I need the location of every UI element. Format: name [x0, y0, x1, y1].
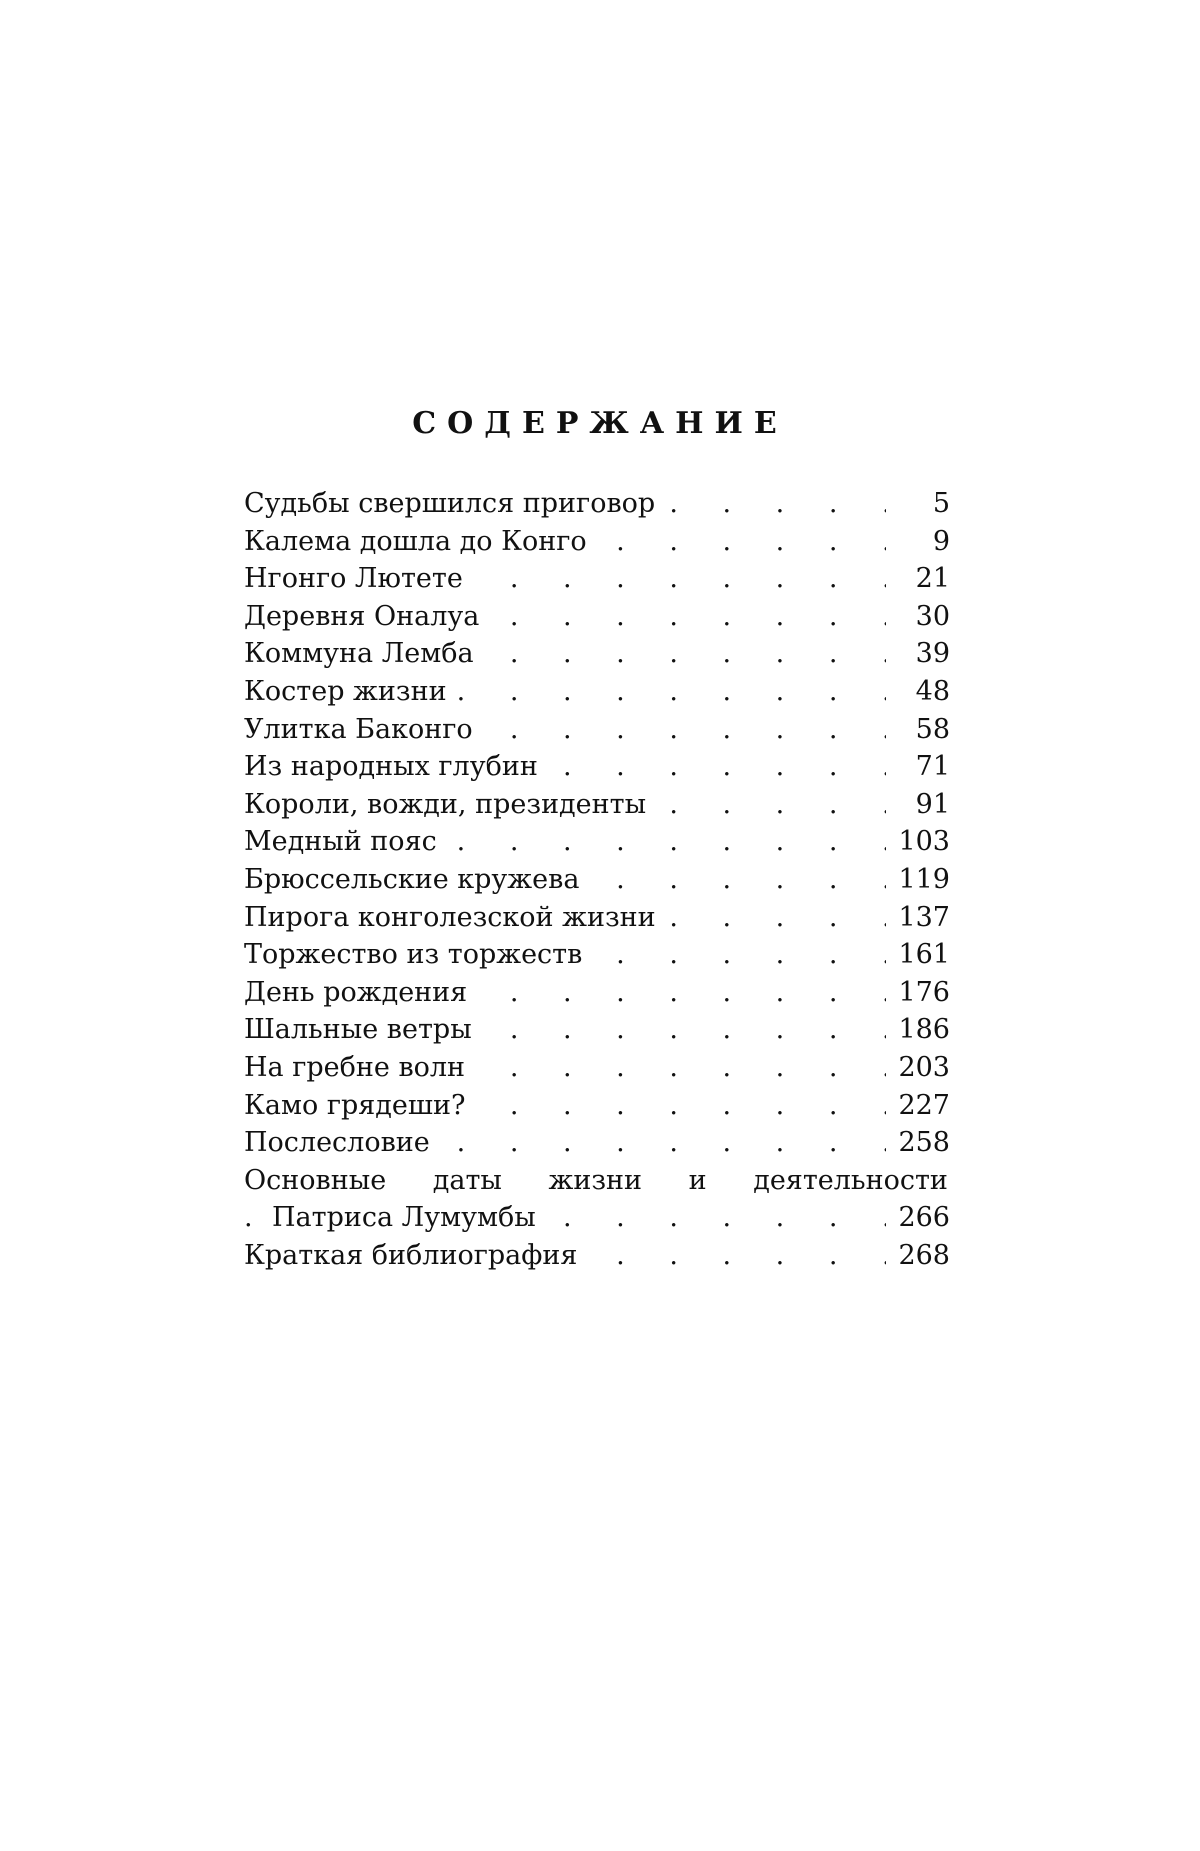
toc-entry-page-number: 119: [898, 863, 950, 895]
toc-entry: [244, 560, 950, 598]
toc-entry: [244, 786, 950, 824]
toc-entry: [244, 748, 950, 786]
toc-entry: [244, 861, 950, 899]
toc-entry-page-number: 9: [932, 525, 950, 557]
toc-entry-title-continuation: Патриса Лумумбы: [272, 1199, 540, 1237]
toc-entry-title: Краткая библиография: [244, 1237, 581, 1275]
toc-entry-page-number: 48: [915, 675, 950, 707]
toc-entry-title: Коммуна Лемба: [244, 635, 478, 673]
toc-entry: [244, 936, 950, 974]
toc-entry: [244, 1162, 950, 1200]
toc-entry-page-number: 266: [898, 1202, 950, 1234]
toc-entry: [244, 711, 950, 749]
toc-entry: [244, 1124, 950, 1162]
toc-entry-page-number: 71: [915, 751, 950, 783]
toc-entry-page-number: 186: [898, 1014, 950, 1046]
toc-entry: [244, 523, 950, 561]
toc-entry-title: Короли, вожди, президенты: [244, 786, 650, 824]
toc-entry-page-number: 268: [898, 1239, 950, 1271]
toc-entry: [244, 1087, 950, 1125]
toc-entry: [244, 974, 950, 1012]
toc-entry-page-number: 227: [898, 1089, 950, 1121]
toc-entry-title: Улитка Баконго: [244, 711, 477, 749]
toc-entry-title: Судьбы свершился приговор: [244, 485, 659, 523]
toc-entry-page-number: 21: [915, 563, 950, 595]
toc-entry-page-number: 58: [915, 713, 950, 745]
toc-entry-title: Брюссельские кружева: [244, 861, 583, 899]
toc-entry-page-number: 161: [898, 939, 950, 971]
toc-entry-page-number: 203: [898, 1051, 950, 1083]
toc-entry: [244, 635, 950, 673]
toc-entry-page-number: 30: [915, 600, 950, 632]
toc-entry-title: Пирога конголезской жизни: [244, 899, 660, 937]
toc-entry-title: Костер жизни: [244, 673, 451, 711]
toc-entry-title: Калема дошла до Конго: [244, 523, 591, 561]
toc-entry-title: Камо грядеши?: [244, 1087, 469, 1125]
toc-entry: [244, 673, 950, 711]
toc-entry-page-number: 39: [915, 638, 950, 670]
toc-entry-page-number: 91: [915, 788, 950, 820]
toc-entry: [244, 1049, 950, 1087]
toc-entry-title: Торжество из торжеств: [244, 936, 586, 974]
page-title: СОДЕРЖАНИЕ: [412, 406, 788, 441]
toc-entry-continuation: [244, 1199, 950, 1237]
toc-entry: [244, 899, 950, 937]
toc-entry-title: Медный пояс: [244, 823, 441, 861]
toc-entry-title: Шальные ветры: [244, 1011, 476, 1049]
toc-entry: [244, 1237, 950, 1275]
toc-entry: [244, 1011, 950, 1049]
toc-entry-page-number: 176: [898, 976, 950, 1008]
toc-entry-title: Нгонго Лютете: [244, 560, 467, 598]
toc-entry-title: Послесловие: [244, 1124, 434, 1162]
toc-entry-title: День рождения: [244, 974, 471, 1012]
toc-entry-title: Деревня Оналуа: [244, 598, 483, 636]
toc-entry: [244, 485, 950, 523]
toc-entry-page-number: 258: [898, 1127, 950, 1159]
toc-entry: [244, 598, 950, 636]
toc-entry: [244, 823, 950, 861]
toc-entry-page-number: 103: [898, 826, 950, 858]
toc-entry-title: На гребне волн: [244, 1049, 469, 1087]
toc-entry-title: Основные даты жизни и деятельности: [244, 1162, 952, 1200]
toc-entry-title: Из народных глубин: [244, 748, 542, 786]
toc-entry-page-number: 137: [898, 901, 950, 933]
toc-entry-page-number: 5: [932, 488, 950, 519]
table-of-contents: [244, 485, 950, 1274]
